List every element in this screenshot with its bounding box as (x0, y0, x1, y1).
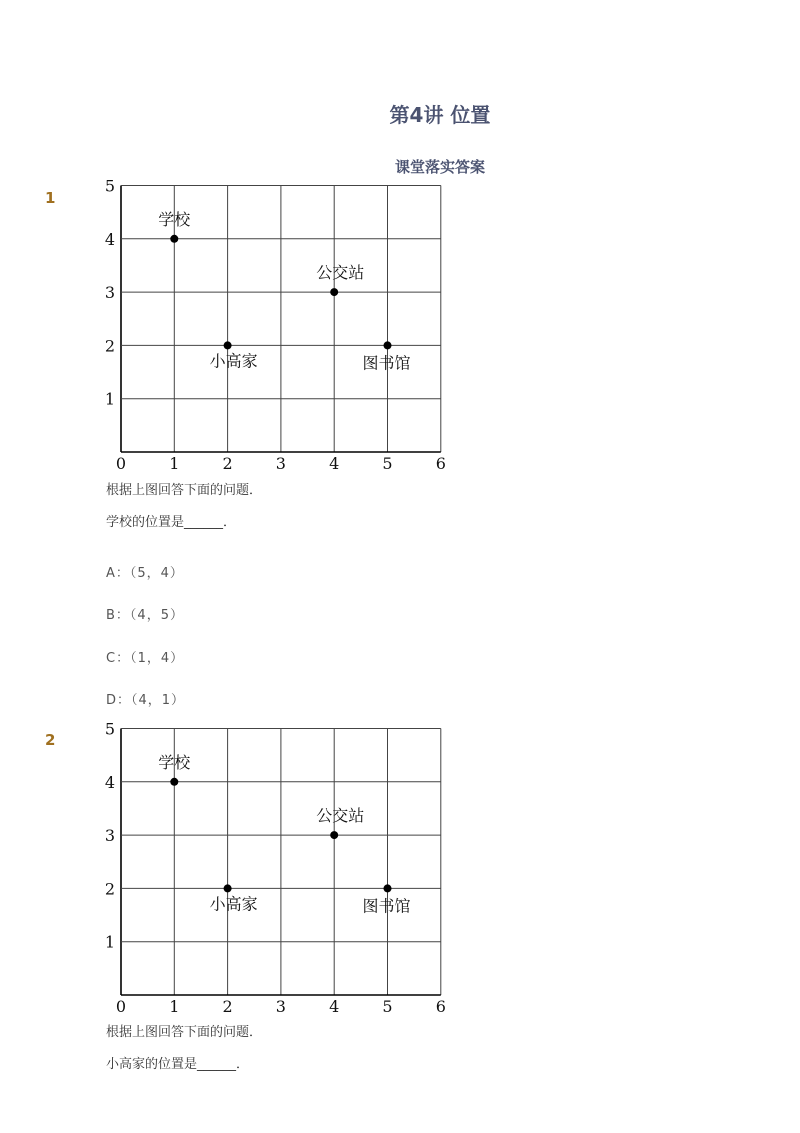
point-label: 学校 (158, 752, 191, 772)
y-tick-label: 5 (104, 719, 115, 739)
x-tick-label: 1 (169, 997, 180, 1016)
y-tick-label: 3 (104, 826, 115, 846)
option-b[interactable]: B：（4，5） (106, 608, 184, 623)
coordinate-grid-1 (100, 175, 450, 475)
y-tick-label: 3 (104, 283, 115, 303)
question-number-2: 2 (45, 731, 56, 749)
y-tick-label: 2 (104, 336, 115, 356)
data-point (224, 341, 232, 349)
data-point (384, 341, 392, 349)
x-tick-label: 4 (329, 997, 340, 1016)
x-tick-label: 6 (435, 997, 446, 1016)
data-point (224, 884, 232, 892)
y-tick-label: 1 (104, 932, 115, 952)
x-tick-label: 6 (435, 454, 446, 473)
x-tick-label: 5 (382, 454, 393, 473)
question-1-text: 学校的位置是______． (106, 515, 237, 530)
x-tick-label: 3 (275, 997, 286, 1016)
point-label: 公交站 (316, 806, 365, 826)
data-point (170, 235, 178, 243)
y-tick-label: 2 (104, 879, 115, 899)
option-d[interactable]: D：（4，1） (106, 693, 186, 708)
x-tick-label: 2 (222, 997, 233, 1016)
point-label: 小高家 (209, 351, 258, 371)
y-tick-label: 5 (104, 176, 115, 196)
page-title: 第4讲 位置 (389, 103, 491, 127)
question-number-1: 1 (45, 189, 56, 207)
section-subtitle: 课堂落实答案 (394, 158, 485, 176)
x-tick-label: 0 (115, 997, 127, 1016)
y-tick-label: 4 (104, 772, 115, 792)
coordinate-grid-2 (100, 718, 450, 1018)
point-label: 图书馆 (362, 353, 411, 373)
y-tick-label: 4 (104, 229, 115, 249)
x-tick-label: 1 (169, 454, 180, 473)
option-c[interactable]: C：（1，4） (106, 651, 185, 666)
point-label: 小高家 (209, 894, 258, 914)
data-point (330, 831, 338, 839)
x-tick-label: 2 (222, 454, 233, 473)
data-point (170, 778, 178, 786)
x-tick-label: 4 (329, 454, 340, 473)
data-point (330, 288, 338, 296)
question-2-text: 小高家的位置是______． (106, 1057, 250, 1072)
instruction-1: 根据上图回答下面的问题． (106, 483, 263, 498)
x-tick-label: 5 (382, 997, 393, 1016)
option-a[interactable]: A：（5，4） (106, 566, 184, 581)
instruction-2: 根据上图回答下面的问题． (106, 1025, 263, 1040)
point-label: 学校 (158, 209, 191, 229)
y-tick-label: 1 (104, 389, 115, 409)
point-label: 图书馆 (362, 896, 411, 916)
data-point (384, 884, 392, 892)
x-tick-label: 3 (275, 454, 286, 473)
point-label: 公交站 (316, 263, 365, 283)
x-tick-label: 0 (115, 454, 127, 473)
